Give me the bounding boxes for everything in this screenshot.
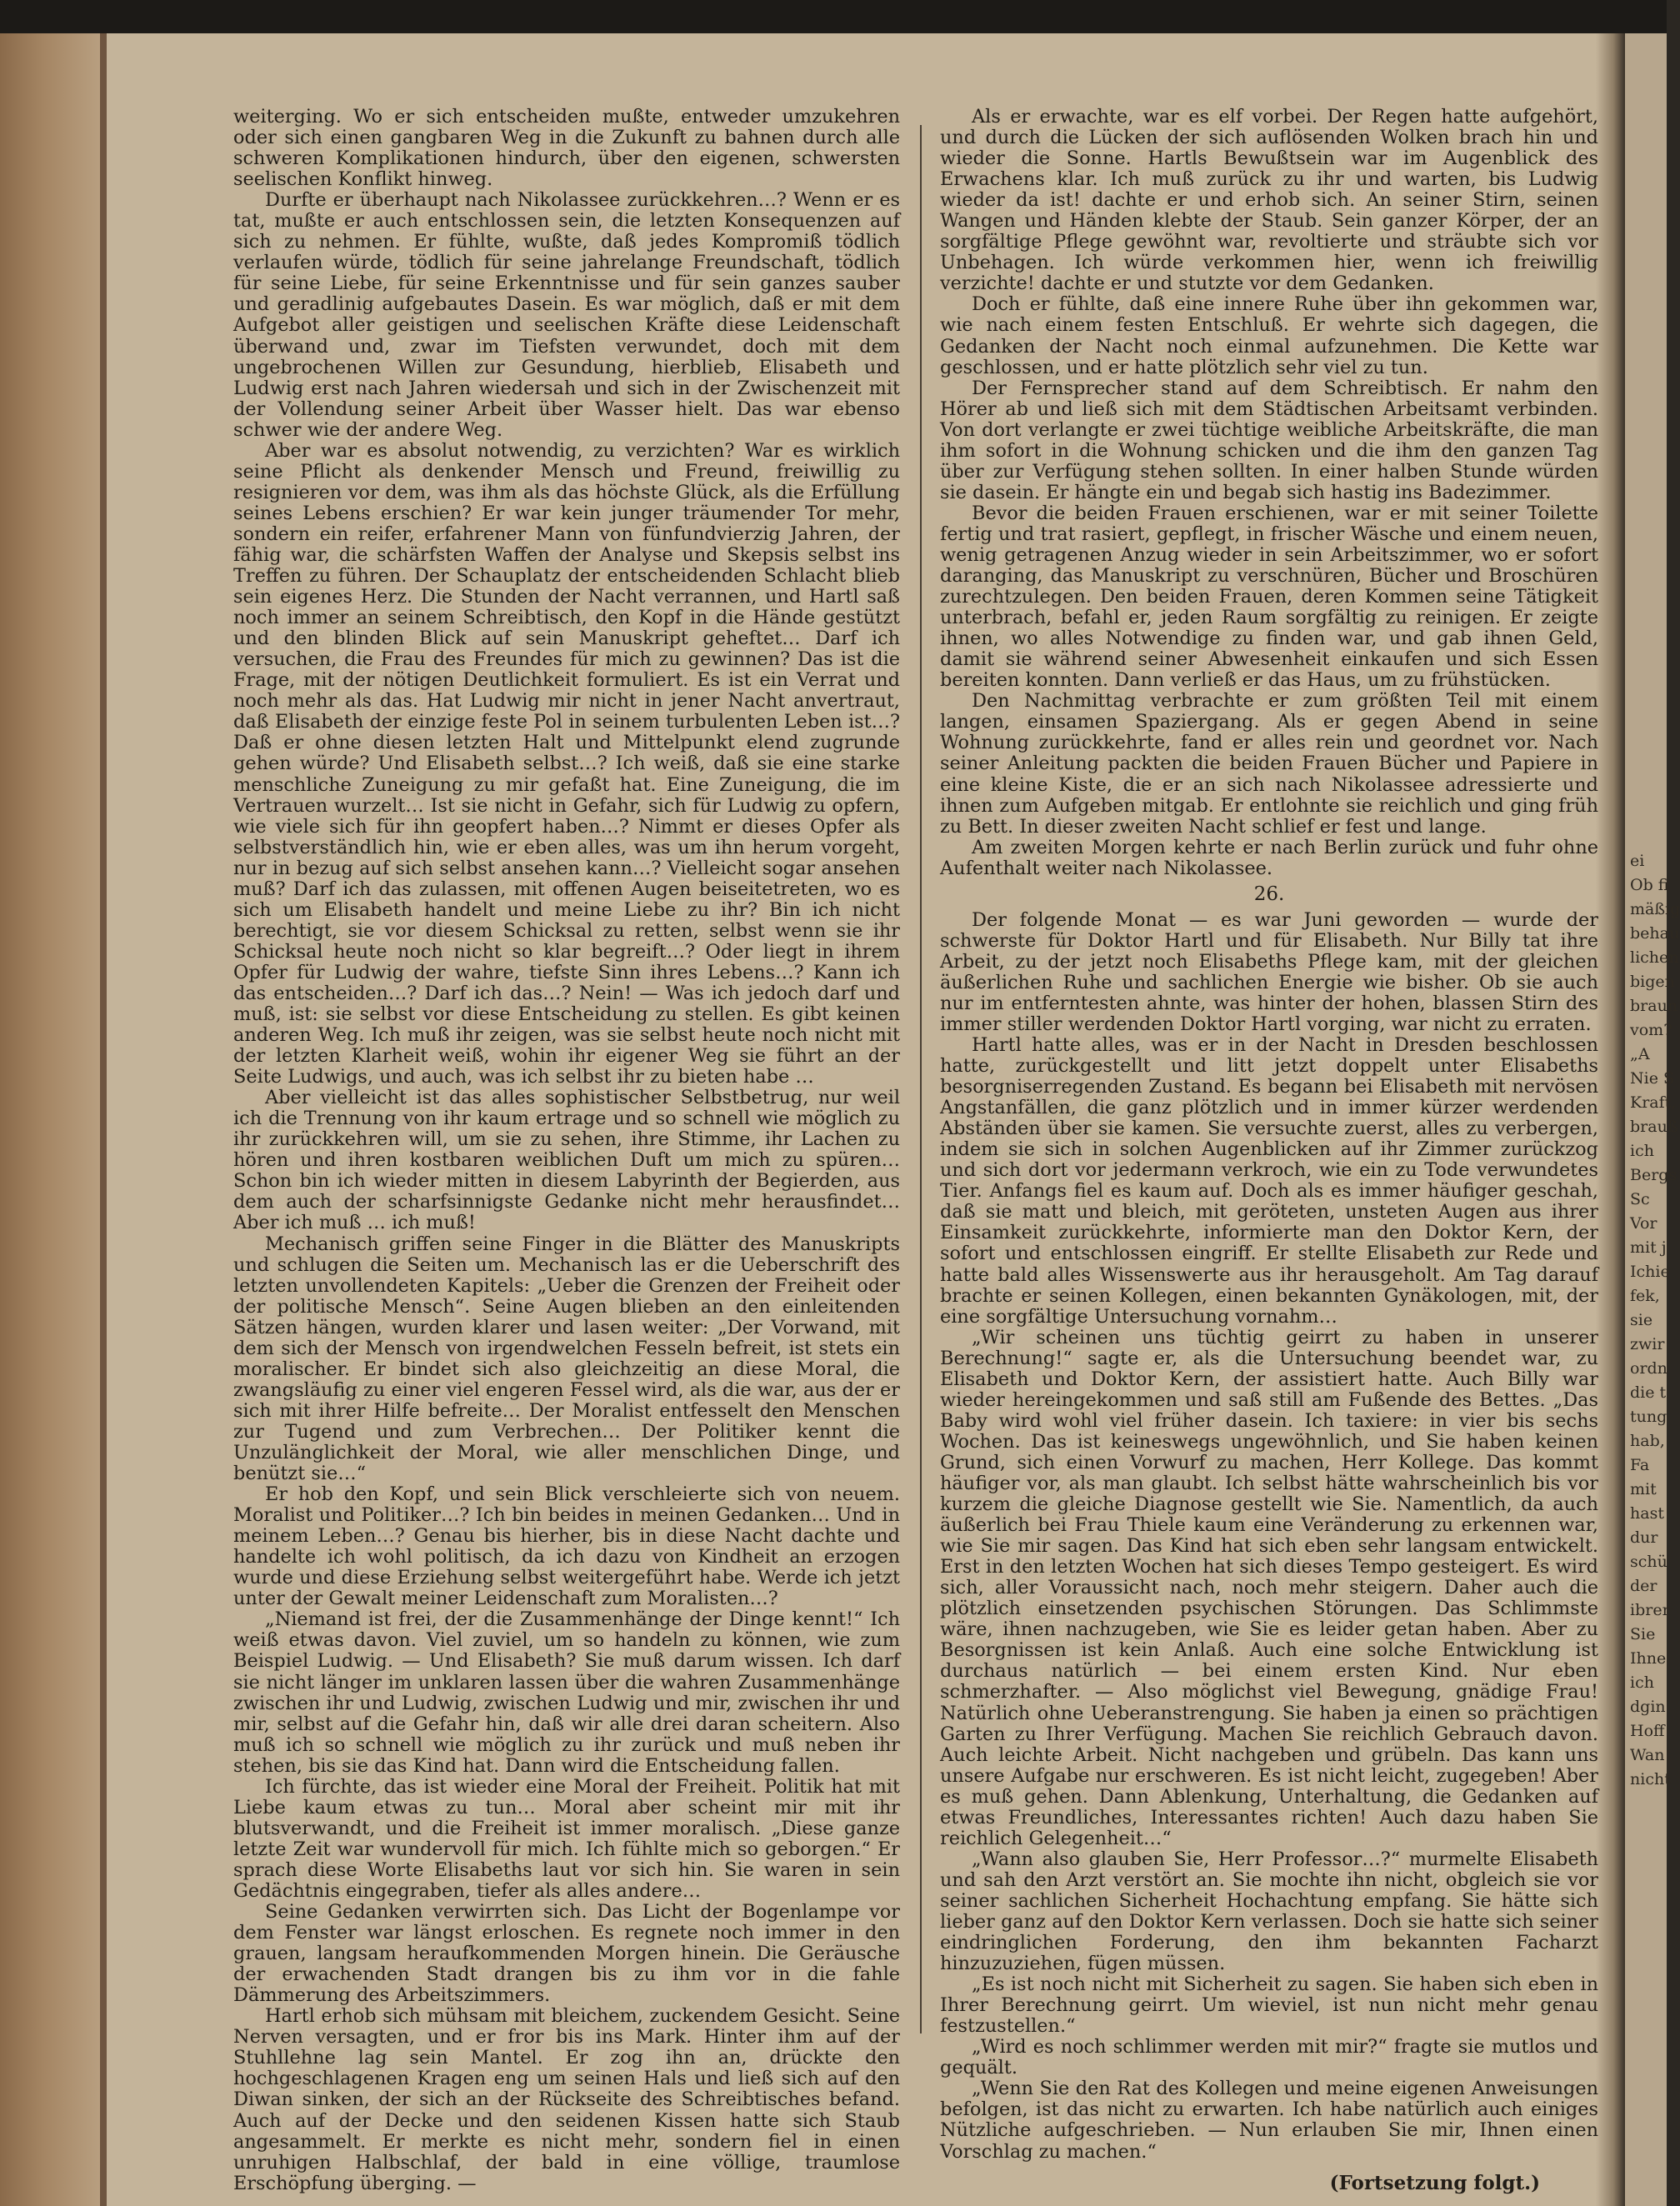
adjacent-page-fragment: sie xyxy=(1630,1311,1653,1329)
adjacent-page-fragment: ei xyxy=(1630,852,1645,870)
paragraph: Hartl hatte alles, was er in der Nacht in Dresden beschlossen hatte, zurückgestellt und litt jetzt doppelt unter Elisabeths besorgniserregenden Zustand. Es begann bei Elisabeth mit nervösen Angstanfällen, die ganz plötzlich und in immer kürzer werdenden Abständen über sie kamen. Sie versuchte zuerst, alles zu verbergen, indem sie sich in solchen Augenblicken auf ihr Zimmer zurückzog und sich dort vor jedermann verkroch, wie ein zu Tode verwundetes Tier. Anfangs fiel es kaum auf. Doch als es immer häufiger geschah, daß sie matt und bleich, mit geröteten, unsteten Augen aus ihrer Einsamkeit zurückkehrte, informierte man den Doktor Kern, der sofort und entschlossen eingriff. Er stellte Elisabeth zur Rede und hatte bald alles Wissenswerte aus ihr herausgeholt. Am Tag darauf brachte er seinen Kollegen, einen bekannten Gynäkologen, mit, der eine sorgfältige Untersuchung vornahm… xyxy=(940,1034,1598,1328)
adjacent-page-fragment: „A xyxy=(1630,1045,1650,1063)
adjacent-page-fragment: mit j xyxy=(1630,1238,1667,1257)
paragraph: „Wir scheinen uns tüchtig geirrt zu haben in unserer Berechnung!“ sagte er, als die Untersuchung beendet war, zu Elisabeth und Doktor Kern, der assistiert hatte. Auch Billy war wieder hereingekommen und saß still am Fußende des Bettes. „Das Baby wird wohl viel früher dasein. Ich taxiere: in vier bis sechs Wochen. Das ist keineswegs ungewöhnlich, und Sie haben keinen Grund, sich einen Vorwurf zu machen, Herr Kollege. Das kommt häufiger vor, als man glaubt. Ich selbst hätte wahrscheinlich bis vor kurzem die gleiche Diagnose gestellt wie Sie. Namentlich, da auch äußerlich bei Frau Thiele kaum eine Veränderung zu erkennen war, wie Sie mir sagen. Das Kind hat sich eben sehr langsam entwickelt. Erst in den letzten Wochen hat sich dieses Tempo gesteigert. Es wird sich, aller Voraussicht nach, noch mehr steigern. Daher auch die plötzlich einsetzenden psychischen Störungen. Das Schlimmste wäre, ihnen nachzugeben, wie Sie es leider getan haben. Aber zu Besorgnissen ist kein Anlaß. Auch eine solche Entwicklung ist durchaus natürlich — bei einem ersten Kind. Nur eben schmerzhafter. — Also möglichst viel Bewegung, gnädige Frau! Natürlich ohne Ueberanstrengung. Sie haben ja einen so prächtigen Garten zu Ihrer Verfügung. Machen Sie reichlich Gebrauch davon. Auch leichte Arbeit. Nicht nachgeben und grübeln. Das kann uns unsere Aufgabe nur erschweren. Es ist nicht leicht, zugegeben! Aber es muß gehen. Dann Ablenkung, Unterhaltung, die Gedanken auf etwas Freundliches, Interessantes richten! Auch dazu haben Sie reichlich Gelegenheit…“ xyxy=(940,1326,1598,1849)
adjacent-page-fragment: Sie xyxy=(1630,1625,1656,1643)
adjacent-page-fragment: braun xyxy=(1630,997,1678,1015)
adjacent-page-fragment: Nie S xyxy=(1630,1069,1675,1088)
paragraph: Der Fernsprecher stand auf dem Schreibtisch. Er nahm den Hörer ab und ließ sich mit dem Städtischen Arbeitsamt verbinden. Von dort verlangte er zwei tüchtige weibliche Arbeitskräfte, die man ihm sofort in die Wohnung schicken und die ihm den ganzen Tag über zur Verfügung stehen sollten. In einer halben Stunde würden sie dasein. Er hängte ein und begab sich hastig ins Badezimmer. xyxy=(940,377,1598,503)
adjacent-page-fragment: zwir xyxy=(1630,1335,1665,1353)
adjacent-page-fragment: Ihne xyxy=(1630,1649,1667,1668)
paragraph: Hartl erhob sich mühsam mit bleichem, zuckendem Gesicht. Seine Nerven versagten, und er fror bis ins Mark. Hinter ihm auf der Stuhllehne lag sein Mantel. Er zog ihn an, drückte den hochgeschlagenen Kragen eng um seinen Hals und ließ sich auf den Diwan sinken, der sich an der Rückseite des Schreibtisches befand. Auch auf der Decke und den seidenen Kissen hatte sich Staub angesammelt. Er merkte es nicht mehr, sondern fiel in einen unruhigen Halbschlaf, der bald in eine völlige, traumlose Erschöpfung überging. — xyxy=(233,2005,900,2194)
adjacent-page-fragment: hast xyxy=(1630,1504,1664,1523)
adjacent-page-fragment: bigen xyxy=(1630,973,1675,991)
article-column-left xyxy=(233,107,900,2194)
paragraph: Ich fürchte, das ist wieder eine Moral der Freiheit. Politik hat mit Liebe kaum etwas zu tun… Moral aber scheint mir mit ihr blutsverwandt, und die Freiheit ist immer moralisch. „Diese ganze letzte Zeit war wundervoll für mich. Ich fühlte mich so geborgen.“ Er sprach diese Worte Elisabeths laut vor sich hin. Sie waren in sein Gedächtnis eingegraben, tiefer als alles andere… xyxy=(233,1775,900,1902)
adjacent-page-fragment: Wan xyxy=(1630,1746,1665,1764)
adjacent-page-fragment: Vor xyxy=(1630,1214,1658,1233)
adjacent-page-fragment: brauß xyxy=(1630,1118,1678,1136)
paragraph: „Wenn Sie den Rat des Kollegen und meine eigenen Anweisungen befolgen, ist das nicht zu erwarten. Ich habe natürlich auch einiges Nützliche aufgeschrieben. — Nun erlauben Sie mir, Ihnen einen Vorschlag zu machen.“ xyxy=(940,2078,1598,2163)
paragraph: Als er erwachte, war es elf vorbei. Der Regen hatte aufgehört, und durch die Lücken der sich auflösenden Wolken brach hin und wieder die Sonne. Hartls Bewußtsein war im Augenblick des Erwachens klar. Ich muß zurück zu ihr und warten, bis Ludwig wieder da ist! dachte er und erhob sich. An seiner Stirn, seinen Wangen und Händen klebte der Staub. Sein ganzer Körper, der an sorgfältige Pflege gewöhnt war, revoltierte und sträubte sich vor Unbehagen. Ich würde verkommen hier, wenn ich freiwillig verzichte! dachte er und stutzte vor dem Gedanken. xyxy=(940,106,1598,295)
adjacent-page-fragment: fek, xyxy=(1630,1287,1660,1305)
adjacent-page-fragment: Hoff xyxy=(1630,1722,1665,1740)
adjacent-page-fragment: Bergs xyxy=(1630,1166,1678,1184)
article-column-right xyxy=(940,107,1598,2193)
adjacent-page-fragment: dgin xyxy=(1630,1698,1666,1716)
paragraph: Doch er fühlte, daß eine innere Ruhe über ihn gekommen war, wie nach einem festen Entschluß. Er wehrte sich dagegen, die Gedanken der Nacht noch einmal aufzunehmen. Die Kette war geschlossen, und er hatte plötzlich sehr viel zu tun. xyxy=(940,293,1598,378)
adjacent-page-fragment: ich xyxy=(1630,1142,1654,1160)
paragraph: weiterging. Wo er sich entscheiden mußte, entweder umzukehren oder sich einen gangbaren Weg in die Zukunft zu bahnen durch alle schweren Komplikationen hindurch, über den eigenen, schwersten seelischen Konflikt hinweg. xyxy=(233,106,900,191)
paragraph: „Es ist noch nicht mit Sicherheit zu sagen. Sie haben sich eben in Ihrer Berechnung geirrt. Um wieviel, ist nun nicht mehr genau festzustellen.“ xyxy=(940,1973,1598,2038)
page-gutter-shadow xyxy=(1596,33,1625,2206)
adjacent-page-fragment: mäßig xyxy=(1630,900,1680,918)
adjacent-page-fragment: lichen xyxy=(1630,948,1679,967)
scan-border xyxy=(0,0,1667,33)
adjacent-page-fragment: nicht xyxy=(1630,1770,1671,1788)
adjacent-page-fragment: die t xyxy=(1630,1383,1667,1402)
paragraph: Den Nachmittag verbrachte er zum größten Teil mit einem langen, einsamen Spaziergang. Als er gegen Abend in seine Wohnung zurückkehrte, fand er alles rein und geordnet vor. Nach seiner Anleitung packten die beiden Frauen Bücher und Papiere in eine kleine Kiste, die er an sich nach Nikolassee adressierte und ihnen zum Aufgeben mitgab. Er entlohnte sie reichlich und ging früh zu Bett. In dieser zweiten Nacht schlief er fest und lange. xyxy=(940,690,1598,838)
adjacent-page-fragment: Sc xyxy=(1630,1190,1650,1208)
paragraph: Durfte er überhaupt nach Nikolassee zurückkehren…? Wenn er es tat, mußte er auch entschlossen sein, die letzten Konsequenzen auf sich zu nehmen. Er fühlte, wußte, daß jedes Kompromiß tödlich verlaufen würde, tödlich für seine jahrelange Freundschaft, tödlich für seine Liebe, für seine Erkenntnisse und für sein ganzes sauber und geradlinig aufgebautes Dasein. Es war möglich, daß er mit dem Aufgebot aller geistigen und seelischen Kräfte diese Leidenschaft überwand und, zwar im Tiefsten verwundet, doch mit dem ungebrochenen Willen zur Gesundung, hierblieb, Elisabeth und Ludwig erst nach Jahren wiedersah und sich in der Zwischenzeit mit der Vollendung seiner Arbeit über Wasser hielt. Das war ebenso schwer wie der andere Weg. xyxy=(233,189,900,441)
paragraph: „Wann also glauben Sie, Herr Professor…?“ murmelte Elisabeth und sah den Arzt verstört an. Sie mochte ihn nicht, obgleich sie vor seiner sachlichen Sicherheit Hochachtung empfang. Sie hätte sich lieber ganz auf den Doktor Kern verlassen. Doch sie hatte sich seiner eindringlichen Forderung, den ihm bekannten Facharzt hinzuzuziehen, fügen müssen. xyxy=(940,1848,1598,1975)
chapter-number: 26. xyxy=(1253,883,1285,905)
adjacent-page-fragment: vom? xyxy=(1630,1021,1672,1039)
continuation-note: (Fortsetzung folgt.) xyxy=(1329,2171,1540,2194)
paragraph: Seine Gedanken verwirrten sich. Das Licht der Bogenlampe vor dem Fenster war längst erloschen. Es regnete noch immer in den grauen, langsam heraufkommenden Morgen hinein. Die Geräusche der erwachenden Stadt drangen bis zu ihm vor in die fahle Dämmerung des Arbeitszimmers. xyxy=(233,1901,900,2007)
adjacent-page-fragment: schü xyxy=(1630,1553,1668,1571)
adjacent-page-fragment: Ob fi xyxy=(1630,876,1669,894)
article-section-a xyxy=(940,107,1598,879)
paragraph: „Wird es noch schlimmer werden mit mir?“ fragte sie mutlos und gequält. xyxy=(940,2036,1598,2079)
adjacent-page-fragment: ibrer xyxy=(1630,1601,1670,1619)
paragraph: Er hob den Kopf, und sein Blick verschleierte sich von neuem. Moralist und Politiker…? Ich bin beides in meinen Gedanken… Und in meinem Leben…? Genau bis hierher, bis in diese Nacht dachte und handelte ich wohl politisch, da ich dazu von Kindheit an erzogen wurde und diese Erziehung selbst weitergeführt habe. Werde ich jetzt unter der Gewalt meiner Leidenschaft zum Moralisten…? xyxy=(233,1483,900,1610)
binding-edge xyxy=(100,33,107,2206)
book-binding xyxy=(0,33,100,2206)
paragraph: Aber vielleicht ist das alles sophistischer Selbstbetrug, nur weil ich die Trennung von ihr kaum ertrage und so schnell wie möglich zu ihr zurückkehren will, um sie zu sehen, ihre Stimme, ihr Lachen zu hören und ihren kostbaren weiblichen Duft um mich zu spüren… Schon bin ich wieder mitten in diesem Labyrinth der Begierden, aus dem auch der scharfsinnigste Gedanke nicht mehr herausfindet… Aber ich muß … ich muß! xyxy=(233,1087,900,1234)
paragraph: Am zweiten Morgen kehrte er nach Berlin zurück und fuhr ohne Aufenthalt weiter nach Nikolassee. xyxy=(940,836,1598,879)
adjacent-page-fragment: mit xyxy=(1630,1480,1657,1498)
adjacent-page-fragment: hab, xyxy=(1630,1432,1665,1450)
adjacent-page-fragment: behau xyxy=(1630,924,1680,943)
column-divider xyxy=(920,125,922,2033)
adjacent-page-fragment: Ichie xyxy=(1630,1263,1670,1281)
adjacent-page-fragment: tung xyxy=(1630,1408,1668,1426)
paragraph: Mechanisch griffen seine Finger in die Blätter des Manuskripts und schlugen die Seiten um. Mechanisch las er die Ueberschrift des letzten unvollendeten Kapitels: „Ueber die Grenzen der Freiheit oder der politische Mensch“. Seine Augen blieben an den einleitenden Sätzen hängen, wurden klarer und lasen weiter: „Der Vorwand, mit dem sich der Mensch von irgendwelchen Fesseln befreit, ist stets ein moralischer. Er bindet sich also gleichzeitig an diese Moral, die zwangsläufig zu einer viel engeren Fessel wird, als die war, aus der er sich mit ihrer Hilfe befreite… Der Moralist entfesselt den Menschen zur Tugend und zum Verbrechen… Der Politiker kennt die Unzulänglichkeit der Moral, wie aller menschlichen Dinge, und benützt sie…“ xyxy=(233,1233,900,1485)
article-section-b xyxy=(940,910,1598,2163)
paragraph: Bevor die beiden Frauen erschienen, war er mit seiner Toilette fertig und trat rasiert, gepflegt, in frischer Wäsche und einem neuen, wenig getragenen Anzug wieder in sein Arbeitszimmer, wo er sofort daranging, das Manuskript zu verschnüren, Bücher und Broschüren zurechtzulegen. Den beiden Frauen, deren Kommen seine Tätigkeit unterbrach, befahl er, jeden Raum sorgfältig zu reinigen. Er zeigte ihnen, wo alles Notwendige zu finden war, und gab ihnen Geld, damit sie während seiner Abwesenheit einkaufen und sich Essen bereiten konnten. Dann verließ er das Haus, um zu frühstücken. xyxy=(940,502,1598,692)
adjacent-page-edge xyxy=(1625,33,1680,2206)
adjacent-page-fragment: der xyxy=(1630,1577,1658,1595)
paragraph: „Niemand ist frei, der die Zusammenhänge der Dinge kennt!“ Ich weiß etwas davon. Viel zuviel, um so handeln zu können, wie zum Beispiel Ludwig. — Und Elisabeth? Sie muß darum wissen. Ich darf sie nicht länger im unklaren lassen über die wahren Zusammenhänge zwischen ihr und Ludwig, zwischen Ludwig und mir, zwischen ihr und mir, selbst auf die Gefahr hin, daß wir alle drei daran scheitern. Also muß ich so schnell wie möglich zu ihr zurück und muß neben ihr stehen, bis sie das Kind hat. Dann wird die Entscheidung fallen. xyxy=(233,1608,900,1777)
adjacent-page-fragment: Kraft, xyxy=(1630,1093,1677,1112)
adjacent-page-fragment: ich xyxy=(1630,1673,1654,1692)
paragraph: Aber war es absolut notwendig, zu verzichten? War es wirklich seine Pflicht als denkender Mensch und Freund, freiwillig zu resignieren vor dem, was ihm als das höchste Glück, als die Erfüllung seines Lebens erschien? Er war kein junger träumender Tor mehr, sondern ein reifer, erfahrener Mann von fünfundvierzig Jahren, der fähig war, die schärfsten Waffen der Analyse und Skepsis selbst ins Treffen zu führen. Der Schauplatz der entscheidenden Schlacht blieb sein eigenes Herz. Die Stunden der Nacht verrannen, und Hartl saß noch immer an seinem Schreibtisch, den Kopf in die Hände gestützt und den blinden Blick auf sein Manuskript geheftet… Darf ich versuchen, die Frau des Freundes für mich zu gewinnen? Das ist die Frage, mit der nötigen Deutlichkeit formuliert. Es ist ein Verrat und noch mehr als das. Hat Ludwig mir nicht in jener Nacht anvertraut, daß Elisabeth der einzige feste Pol in seinem turbulenten Leben ist…? Daß er ohne diesen letzten Halt und Mittelpunkt elend zugrunde gehen würde? Und Elisabeth selbst…? Ich weiß, daß sie eine starke menschliche Zuneigung zu mir gefaßt hat. Eine Zuneigung, die im Vertrauen wurzelt… Ist sie nicht in Gefahr, sich für Ludwig zu opfern, wie viele sich für ihn geopfert haben…? Nimmt er dieses Opfer als selbstverständlich hin, wie er eben alles, was um ihn herum vorgeht, nur in bezug auf sich selbst ansehen kann…? Vielleicht sogar ansehen muß? Darf ich das zulassen, mit offenen Augen beiseitetreten, wo es sich um Elisabeth handelt und meine Liebe zu ihr? Bin ich nicht berechtigt, sie vor diesem Schicksal zu retten, selbst wenn sie ihr Schicksal heute noch nicht so klar begreift…? Oder liegt in ihrem Opfer für Ludwig der wahre, tiefste Sinn ihres Lebens…? Kann ich das entscheiden…? Darf ich das…? Nein! — Was ich jedoch darf und muß, ist: sie selbst vor diese Entscheidung zu stellen. Es gibt keinen anderen Weg. Ich muß ihr zeigen, was sie selbst heute noch nicht mit der letzten Klarheit weiß, wohin ihr eigener Weg sie führt an der Seite Ludwigs, und auch, was ich selbst ihr zu bieten habe … xyxy=(233,439,900,1088)
paragraph: Der folgende Monat — es war Juni geworden — wurde der schwerste für Doktor Hartl und für Elisabeth. Nur Billy tat ihre Arbeit, zu der jetzt noch Elisabeths Pflege kam, mit der gleichen äußerlichen Ruhe und sachlichen Energie wie bisher. Ob sie auch nur im entferntesten ahnte, was hinter der hohen, blassen Stirn des immer stiller werdenden Doktor Hartl vorging, war nicht zu erraten. xyxy=(940,908,1598,1035)
adjacent-page-fragment: ordn xyxy=(1630,1359,1668,1378)
adjacent-page-fragment: Fa xyxy=(1630,1456,1650,1474)
adjacent-page-fragment: dur xyxy=(1630,1528,1658,1547)
